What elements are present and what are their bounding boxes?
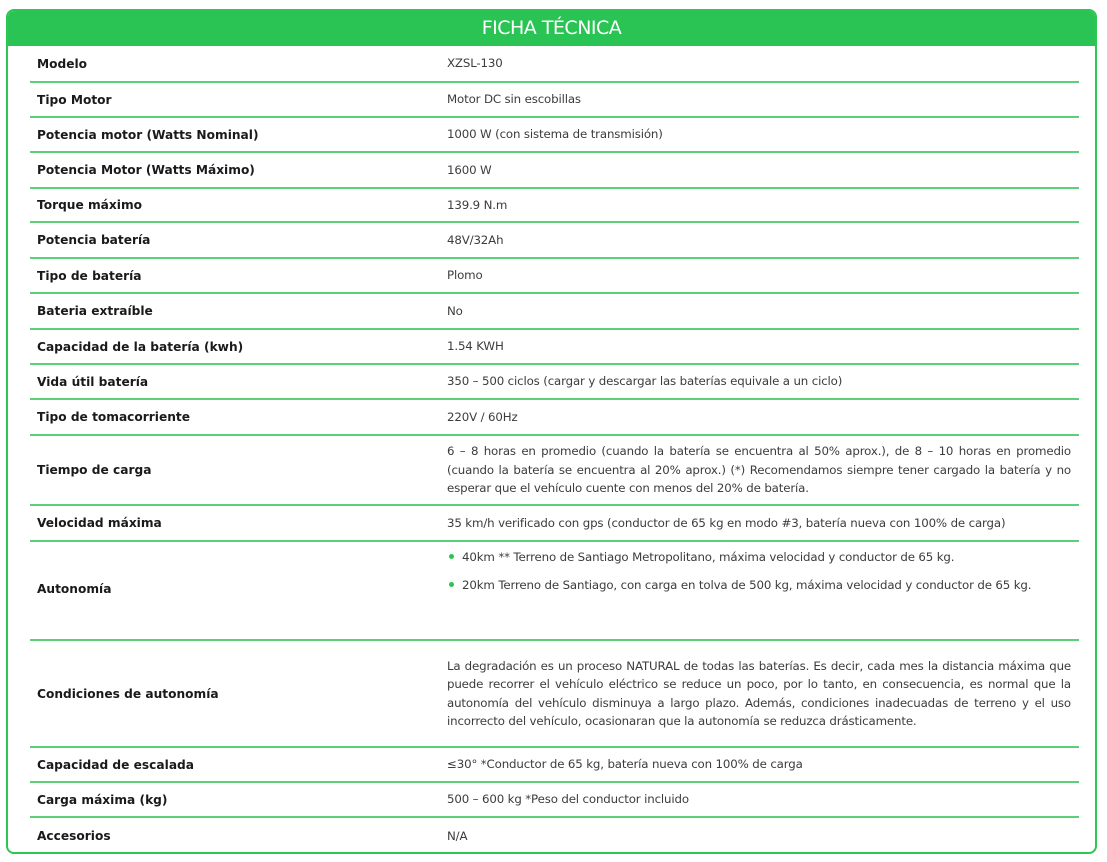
spec-row-escalada [30,748,1079,783]
spec-row-accesorios [30,818,1079,854]
spec-label: Carga máxima (kg) [37,792,168,807]
spec-row-condiciones-autonomia [30,641,1079,748]
spec-row-potencia-maxima [30,153,1079,189]
spec-value: 1000 W (con sistema de transmisión) [447,127,663,142]
spec-row-velocidad-maxima [30,506,1079,542]
spec-row-tipo-motor [30,83,1079,118]
spec-row-potencia-nominal [30,118,1079,153]
spec-row-carga-maxima [30,783,1079,818]
spec-label: Potencia motor (Watts Nominal) [37,127,259,142]
bullet-icon [449,554,454,559]
spec-label: Condiciones de autonomía [37,686,219,701]
spec-row-autonomia [30,542,1079,641]
spec-label: Tipo de batería [37,268,142,283]
spec-label: Autonomía [37,582,112,596]
spec-row-tiempo-carga [30,436,1079,506]
spec-row-bateria-extraible [30,294,1079,330]
spec-label: Capacidad de la batería (kwh) [37,339,244,354]
spec-sheet-card [6,9,1097,854]
spec-row-capacidad-bateria [30,330,1079,365]
spec-value: 6 – 8 horas en promedio (cuando la batería se encuentra al 50% aprox.), de 8 – 10 horas en promedio (cuando la batería se encuentra al 20% aprox.) (*) Recomendamos siempre tener cargado la batería y no esperar que el vehículo cuente con menos del 20% de batería. [447,444,1071,496]
spec-value: 220V / 60Hz [447,409,518,424]
spec-value: Motor DC sin escobillas [447,92,581,107]
spec-label: Torque máximo [37,198,143,212]
autonomia-list [447,548,1071,594]
spec-label: Potencia batería [37,233,151,247]
spec-value: 1600 W [447,162,492,177]
spec-label: Tipo de tomacorriente [37,410,191,424]
spec-table [30,46,1079,854]
spec-label: Tipo Motor [37,92,112,107]
spec-sheet-title: FICHA TÉCNICA [8,11,1095,46]
spec-value: ≤30° *Conductor de 65 kg, batería nueva con 100% de carga [447,757,803,772]
spec-value: 35 km/h verificado con gps (conductor de 65 kg en modo #3, batería nueva con 100% de carga) [447,515,1006,530]
spec-value: 139.9 N.m [447,197,508,212]
spec-label: Accesorios [37,829,111,843]
spec-row-vida-util [30,365,1079,400]
spec-value: La degradación es un proceso NATURAL de todas las baterías. Es decir, cada mes la distancia máxima que puede recorrer el vehículo eléctrico se reduce un poco, por lo tanto, en consecuencia, es normal que la autonomía del vehículo disminuya a largo plazo. Además, condiciones inadecuadas de terreno y el uso incorrecto del vehículo, ocasionaran que la autonomía se reduzca drásticamente. [447,658,1071,728]
bullet-text: 40km ** Terreno de Santiago Metropolitano, máxima velocidad y conductor de 65 kg. [462,550,955,564]
spec-value: No [447,303,463,318]
spec-label: Velocidad máxima [37,516,162,530]
spec-value: N/A [447,828,468,843]
spec-label: Modelo [37,56,88,71]
spec-value [447,542,1079,603]
spec-row-tomacorriente [30,400,1079,436]
spec-value: Plomo [447,268,483,283]
bullet-text: 20km Terreno de Santiago, con carga en tolva de 500 kg, máxima velocidad y conductor de 65 kg. [462,577,1032,592]
spec-row-torque [30,189,1079,223]
spec-value: 500 – 600 kg *Peso del conductor incluido [447,792,689,807]
spec-row-modelo [30,46,1079,83]
list-item [447,548,1071,567]
list-item [447,576,1071,595]
spec-label: Bateria extraíble [37,304,153,318]
spec-value: 48V/32Ah [447,232,504,247]
spec-label: Tiempo de carga [37,463,152,477]
spec-label: Vida útil batería [37,374,149,389]
spec-row-tipo-bateria [30,259,1079,294]
spec-row-potencia-bateria [30,223,1079,259]
spec-label: Potencia Motor (Watts Máximo) [37,163,255,177]
spec-value: 1.54 KWH [447,339,504,354]
bullet-icon [449,582,454,587]
spec-label: Capacidad de escalada [37,757,194,772]
spec-value: 350 – 500 ciclos (cargar y descargar las baterías equivale a un ciclo) [447,374,843,389]
spec-value: XZSL-130 [447,56,503,71]
